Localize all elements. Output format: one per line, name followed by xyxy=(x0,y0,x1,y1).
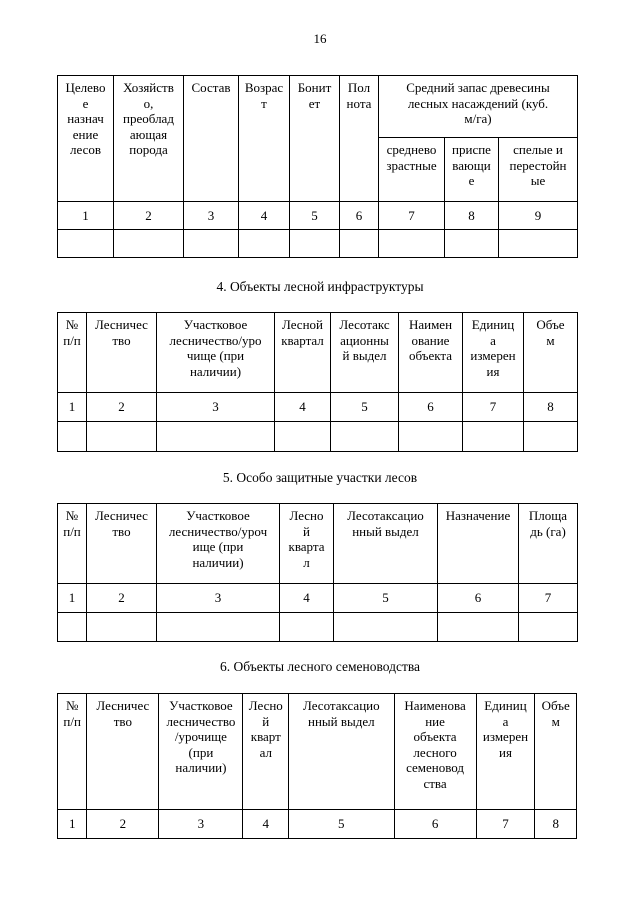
header-age: Возрас т xyxy=(239,76,290,202)
forest-stands-table xyxy=(57,75,578,258)
column-number: 7 xyxy=(379,202,445,230)
protective-areas-table xyxy=(57,503,578,642)
column-number: 8 xyxy=(524,393,578,422)
header-seed-object-name: Наименова ние объекта лесного семеновод ства xyxy=(394,694,476,810)
empty-cell xyxy=(58,613,87,642)
section-4-title: 4. Объекты лесной инфраструктуры xyxy=(216,279,424,294)
header-composition: Состав xyxy=(184,76,239,202)
header-number: № п/п xyxy=(58,313,87,393)
empty-cell xyxy=(379,230,445,258)
header-district-forestry: Участковое лесничество/уро чище (при наличии) xyxy=(157,313,275,393)
column-number: 9 xyxy=(499,202,578,230)
header-district-forestry: Участковое лесничество /урочище (при наличии) xyxy=(159,694,243,810)
empty-cell xyxy=(445,230,499,258)
empty-cell xyxy=(438,613,519,642)
column-number: 5 xyxy=(289,810,394,839)
header-forestry: Лесничес тво xyxy=(87,313,157,393)
header-volume: Объе м xyxy=(524,313,578,393)
column-number: 4 xyxy=(243,810,289,839)
empty-cell xyxy=(184,230,239,258)
column-number: 8 xyxy=(445,202,499,230)
header-number: № п/п xyxy=(58,694,87,810)
header-middle-aged: среднево зрастные xyxy=(379,138,445,202)
column-number: 5 xyxy=(331,393,399,422)
column-number: 2 xyxy=(114,202,184,230)
column-number: 2 xyxy=(87,810,159,839)
section-5-title: 5. Особо защитные участки лесов xyxy=(222,470,418,485)
column-number: 6 xyxy=(399,393,463,422)
column-number: 4 xyxy=(275,393,331,422)
empty-cell xyxy=(87,422,157,452)
empty-cell xyxy=(290,230,340,258)
column-number: 3 xyxy=(157,393,275,422)
header-forest-quarter: Лесно й кварта л xyxy=(280,504,334,584)
header-taxation-unit: Лесотаксацио нный выдел xyxy=(334,504,438,584)
header-mature-overmature: спелые и перестойн ые xyxy=(499,138,578,202)
empty-cell xyxy=(114,230,184,258)
header-average-stock: Средний запас древесины лесных насаждений (куб. м/га) xyxy=(379,76,578,138)
empty-cell xyxy=(58,230,114,258)
empty-cell xyxy=(157,422,275,452)
column-number: 3 xyxy=(184,202,239,230)
column-number: 6 xyxy=(394,810,476,839)
column-number: 3 xyxy=(159,810,243,839)
column-number: 5 xyxy=(290,202,340,230)
empty-cell xyxy=(58,422,87,452)
empty-cell xyxy=(275,422,331,452)
column-number: 3 xyxy=(157,584,280,613)
empty-cell xyxy=(334,613,438,642)
header-forest-quarter: Лесной квартал xyxy=(275,313,331,393)
empty-cell xyxy=(157,613,280,642)
empty-cell xyxy=(331,422,399,452)
empty-cell xyxy=(499,230,578,258)
header-taxation-unit: Лесотаксацио нный выдел xyxy=(289,694,394,810)
infrastructure-table xyxy=(57,312,578,452)
header-bonitet: Бонит ет xyxy=(290,76,340,202)
column-number: 4 xyxy=(239,202,290,230)
header-density: Пол нота xyxy=(340,76,379,202)
column-number: 7 xyxy=(476,810,535,839)
header-number: № п/п xyxy=(58,504,87,584)
column-number: 8 xyxy=(535,810,577,839)
column-number: 2 xyxy=(87,584,157,613)
header-unit: Единиц а измерен ия xyxy=(463,313,524,393)
column-number: 1 xyxy=(58,584,87,613)
header-unit: Единиц а измерен ия xyxy=(476,694,535,810)
header-forest-quarter: Лесно й кварт ал xyxy=(243,694,289,810)
header-forestry: Лесничес тво xyxy=(87,504,157,584)
empty-cell xyxy=(524,422,578,452)
column-number: 4 xyxy=(280,584,334,613)
empty-cell xyxy=(340,230,379,258)
empty-cell xyxy=(519,613,578,642)
column-number: 6 xyxy=(340,202,379,230)
empty-cell xyxy=(463,422,524,452)
empty-cell xyxy=(87,613,157,642)
page-number: 16 xyxy=(313,31,327,46)
column-number: 2 xyxy=(87,393,157,422)
header-volume: Объе м xyxy=(535,694,577,810)
section-6-title: 6. Объекты лесного семеноводства xyxy=(219,659,421,674)
header-district-forestry: Участковое лесничество/уроч ище (при наличии) xyxy=(157,504,280,584)
header-maturing: приспе вающи е xyxy=(445,138,499,202)
header-taxation-unit: Лесотакс ационны й выдел xyxy=(331,313,399,393)
empty-cell xyxy=(239,230,290,258)
header-object-name: Наимен ование объекта xyxy=(399,313,463,393)
header-purpose: Назначение xyxy=(438,504,519,584)
column-number: 5 xyxy=(334,584,438,613)
column-number: 7 xyxy=(519,584,578,613)
empty-cell xyxy=(280,613,334,642)
header-management-species: Хозяйств о, преоблад ающая порода xyxy=(114,76,184,202)
column-number: 1 xyxy=(58,393,87,422)
column-number: 1 xyxy=(58,202,114,230)
header-area: Площа дь (га) xyxy=(519,504,578,584)
seed-production-table xyxy=(57,693,577,839)
header-forestry: Лесничес тво xyxy=(87,694,159,810)
header-purpose: Целево е назнач ение лесов xyxy=(58,76,114,202)
column-number: 6 xyxy=(438,584,519,613)
column-number: 7 xyxy=(463,393,524,422)
column-number: 1 xyxy=(58,810,87,839)
empty-cell xyxy=(399,422,463,452)
